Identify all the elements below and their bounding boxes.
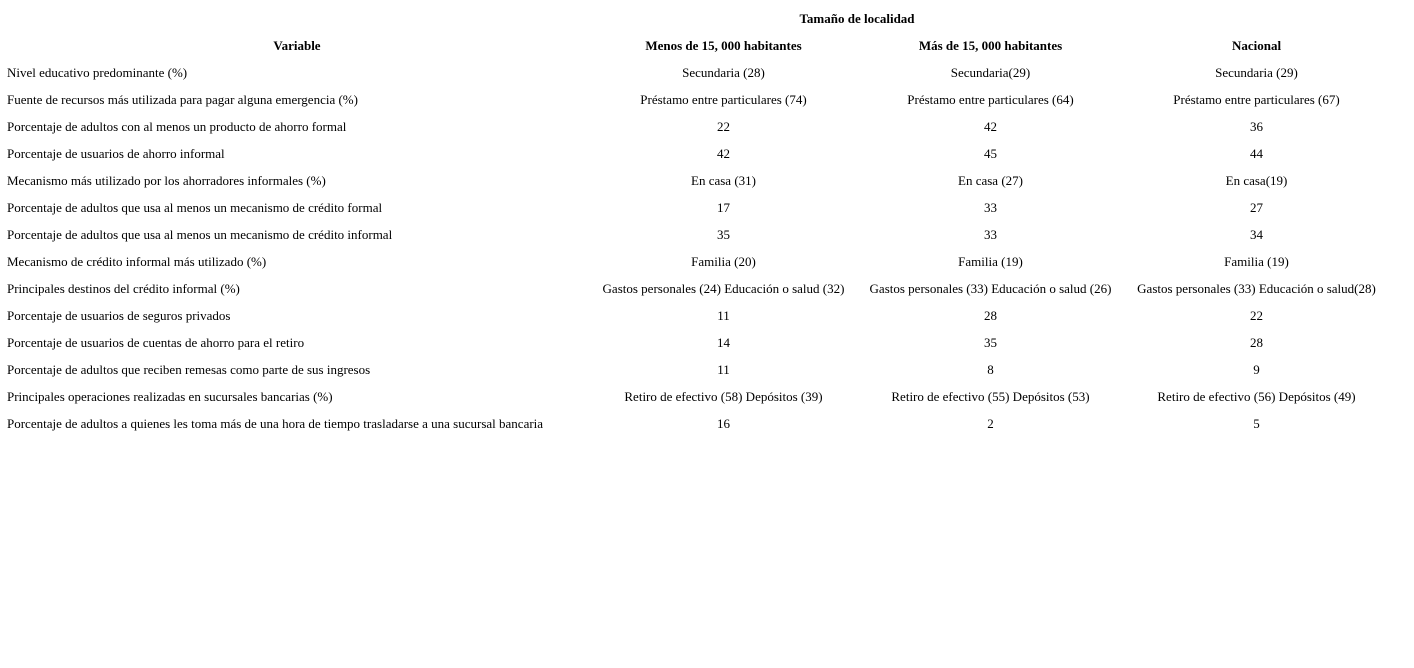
cell-small-localities: Secundaria (28)	[682, 65, 765, 80]
table-row	[4, 383, 1389, 410]
cell-small-localities: Préstamo entre particulares (74)	[640, 92, 807, 107]
cell-national: 9	[1253, 362, 1260, 377]
table-row	[4, 221, 1389, 248]
cell-large-localities: Familia (19)	[958, 254, 1023, 269]
cell-variable: Mecanismo de crédito informal más utilizado (%)	[7, 254, 267, 269]
cell-small-localities: Familia (20)	[691, 254, 756, 269]
cell-variable: Porcentaje de usuarios de seguros privados	[7, 308, 231, 323]
table-row	[4, 113, 1389, 140]
cell-small-localities: 42	[717, 146, 730, 161]
group-header-spacer	[4, 5, 590, 32]
cell-large-localities: 33	[984, 200, 997, 215]
cell-small-localities: 16	[717, 416, 730, 431]
cell-large-localities: 28	[984, 308, 997, 323]
cell-large-localities: Préstamo entre particulares (64)	[907, 92, 1074, 107]
table-row	[4, 194, 1389, 221]
cell-variable: Porcentaje de adultos que reciben remesas como parte de sus ingresos	[7, 362, 371, 377]
cell-large-localities: 35	[984, 335, 997, 350]
cell-national: 5	[1253, 416, 1260, 431]
cell-national: Préstamo entre particulares (67)	[1173, 92, 1340, 107]
table-row	[4, 329, 1389, 356]
cell-national: Secundaria (29)	[1215, 65, 1298, 80]
cell-variable: Porcentaje de adultos a quienes les toma más de una hora de tiempo trasladarse a una sucursal bancaria	[7, 416, 544, 431]
table-row	[4, 356, 1389, 383]
cell-national: 34	[1250, 227, 1263, 242]
cell-variable: Porcentaje de usuarios de ahorro informal	[7, 146, 225, 161]
table-row	[4, 59, 1389, 86]
cell-variable: Nivel educativo predominante (%)	[7, 65, 188, 80]
cell-small-localities: 14	[717, 335, 730, 350]
cell-small-localities: 17	[717, 200, 730, 215]
cell-variable: Porcentaje de adultos con al menos un producto de ahorro formal	[7, 119, 347, 134]
cell-national: 27	[1250, 200, 1263, 215]
localidad-table	[4, 5, 1389, 437]
table-body	[4, 59, 1389, 437]
cell-large-localities: 2	[987, 416, 994, 431]
cell-national: Familia (19)	[1224, 254, 1289, 269]
column-header-variable: Variable	[273, 38, 321, 53]
cell-small-localities: Retiro de efectivo (58) Depósitos (39)	[624, 389, 823, 404]
cell-national: Retiro de efectivo (56) Depósitos (49)	[1157, 389, 1356, 404]
cell-large-localities: 42	[984, 119, 997, 134]
column-header-large: Más de 15, 000 habitantes	[918, 38, 1063, 53]
cell-variable: Principales destinos del crédito informal (%)	[7, 281, 240, 296]
cell-variable: Porcentaje de adultos que usa al menos un mecanismo de crédito informal	[7, 227, 393, 242]
cell-national: 36	[1250, 119, 1263, 134]
cell-large-localities: 33	[984, 227, 997, 242]
table-row	[4, 302, 1389, 329]
cell-national: 22	[1250, 308, 1263, 323]
cell-variable: Principales operaciones realizadas en sucursales bancarias (%)	[7, 389, 333, 404]
cell-small-localities: 22	[717, 119, 730, 134]
cell-large-localities: En casa (27)	[958, 173, 1023, 188]
table-row	[4, 140, 1389, 167]
cell-small-localities: 35	[717, 227, 730, 242]
cell-national: 44	[1250, 146, 1263, 161]
table-row	[4, 275, 1389, 302]
group-header-spacer	[1124, 5, 1389, 32]
cell-small-localities: 11	[717, 308, 730, 323]
group-header-row	[4, 5, 1389, 32]
column-header-national: Nacional	[1231, 38, 1282, 53]
cell-large-localities: Gastos personales (33) Educación o salud (26)	[869, 281, 1112, 296]
table-row	[4, 248, 1389, 275]
table-row	[4, 167, 1389, 194]
cell-variable: Porcentaje de usuarios de cuentas de ahorro para el retiro	[7, 335, 305, 350]
cell-large-localities: Secundaria(29)	[950, 65, 1031, 80]
cell-large-localities: 45	[984, 146, 997, 161]
table-row	[4, 86, 1389, 113]
cell-variable: Porcentaje de adultos que usa al menos un mecanismo de crédito formal	[7, 200, 383, 215]
cell-national: 28	[1250, 335, 1263, 350]
cell-variable: Fuente de recursos más utilizada para pagar alguna emergencia (%)	[7, 92, 358, 107]
cell-small-localities: En casa (31)	[691, 173, 756, 188]
cell-national: En casa(19)	[1225, 173, 1288, 188]
cell-large-localities: 8	[987, 362, 994, 377]
column-header-small: Menos de 15, 000 habitantes	[645, 38, 802, 53]
table-row	[4, 410, 1389, 437]
cell-variable: Mecanismo más utilizado por los ahorradores informales (%)	[7, 173, 326, 188]
cell-small-localities: Gastos personales (24) Educación o salud (32)	[602, 281, 845, 296]
group-header-title: Tamaño de localidad	[799, 11, 915, 26]
column-header-row	[4, 32, 1389, 59]
cell-small-localities: 11	[717, 362, 730, 377]
cell-national: Gastos personales (33) Educación o salud(28)	[1137, 281, 1376, 296]
cell-large-localities: Retiro de efectivo (55) Depósitos (53)	[891, 389, 1090, 404]
